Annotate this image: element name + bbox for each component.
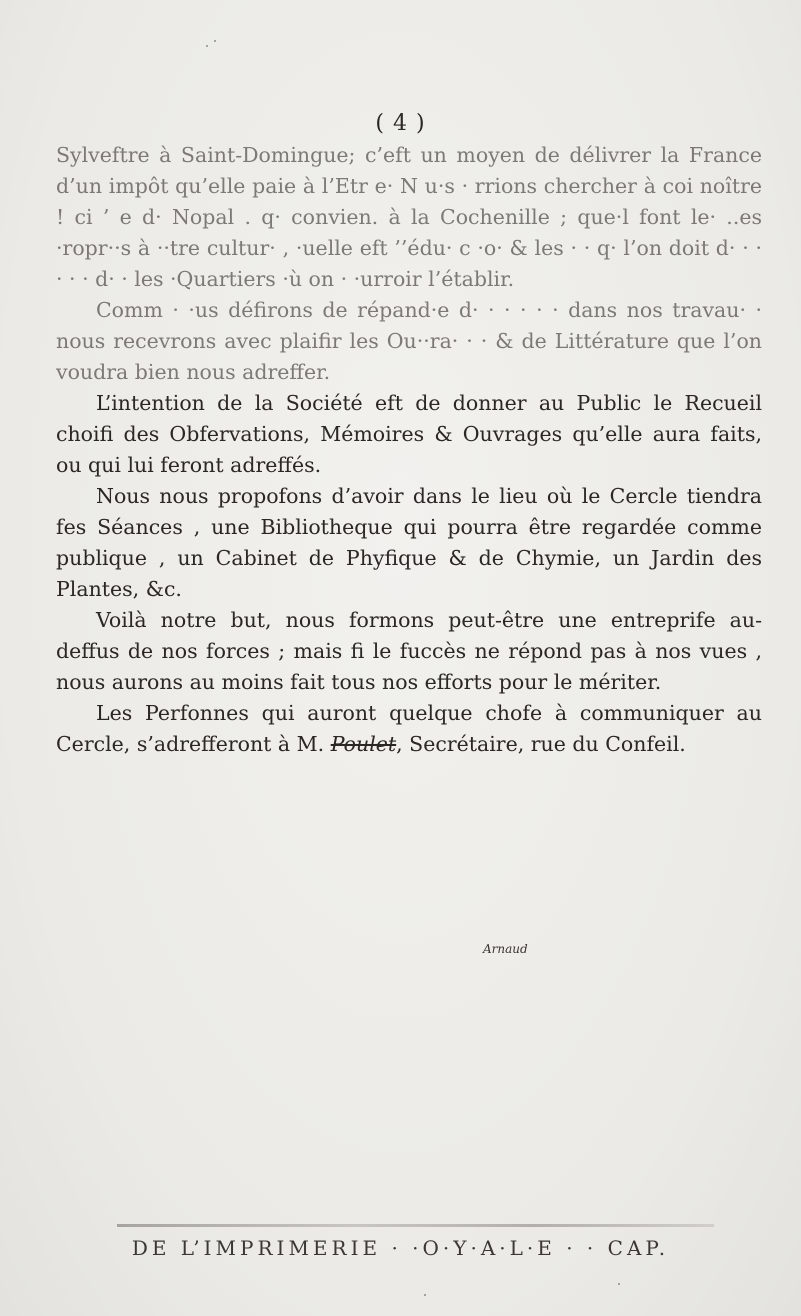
- paragraph-6-end: , Secrétaire, rue du Confeil.: [396, 732, 686, 756]
- handwritten-annotation: Arnaud: [483, 942, 528, 956]
- printer-imprint: DE L’IMPRIMERIE · ·O·Y·A·L·E · · CAP.: [131, 1236, 670, 1260]
- printer-rule: [117, 1224, 714, 1227]
- paragraph-2: Comm · ·us défirons de répand·e d· · · · · · dans nos travau· · nous recevrons avec plaifir les Ou··ra· · · & de Littérature que l’on voudra bien nous adreffer.: [56, 298, 762, 384]
- paragraph-6-start: Les Perfonnes qui auront quelque chofe à communiquer au Cercle, s’adrefferont à M.: [56, 701, 762, 756]
- paragraph-3: L’intention de la Société eft de donner au Public le Recueil choifi des Obfervations, Mémoires & Ouvrages qu’elle aura faits, ou qui lui feront adreffés.: [56, 391, 762, 477]
- paragraph-5: Voilà notre but, nous formons peut-être une entreprife au-deffus de nos forces ; mais fi le fuccès ne répond pas à nos vues , nous aurons au moins fait tous nos efforts pour le mériter.: [56, 608, 762, 694]
- paragraph-1: Sylveftre à Saint-Domingue; c’eft un moyen de délivrer la France d’un impôt qu’elle paie à l’Etr e· N u·s · rrions chercher à coi noître ! ci ’ e d· Nopal . q· convien. à la Cochenille ; que·l font le· ..es ·ropr··s à ··tre cultur· , ·uelle eft ’’édu· c ·o· & les · · q· l’on doit d· · · · · · d· · les ·Quartiers ·ù on · ·urroir l’établir.: [56, 143, 762, 291]
- paper-speck: [206, 45, 208, 47]
- paragraph-6: [56, 698, 762, 760]
- struck-name: Poulet: [330, 732, 397, 756]
- paper-speck: [424, 1294, 426, 1296]
- page-number: ( 4 ): [375, 111, 426, 136]
- paper-speck: [618, 1283, 620, 1285]
- paragraph-4: Nous nous propofons d’avoir dans le lieu où le Cercle tiendra fes Séances , une Bibliotheque qui pourra être regardée comme publique , un Cabinet de Phyfique & de Chymie, un Jardin des Plantes, &c.: [56, 484, 762, 601]
- paper-speck: [214, 40, 216, 42]
- body-text: [56, 140, 762, 760]
